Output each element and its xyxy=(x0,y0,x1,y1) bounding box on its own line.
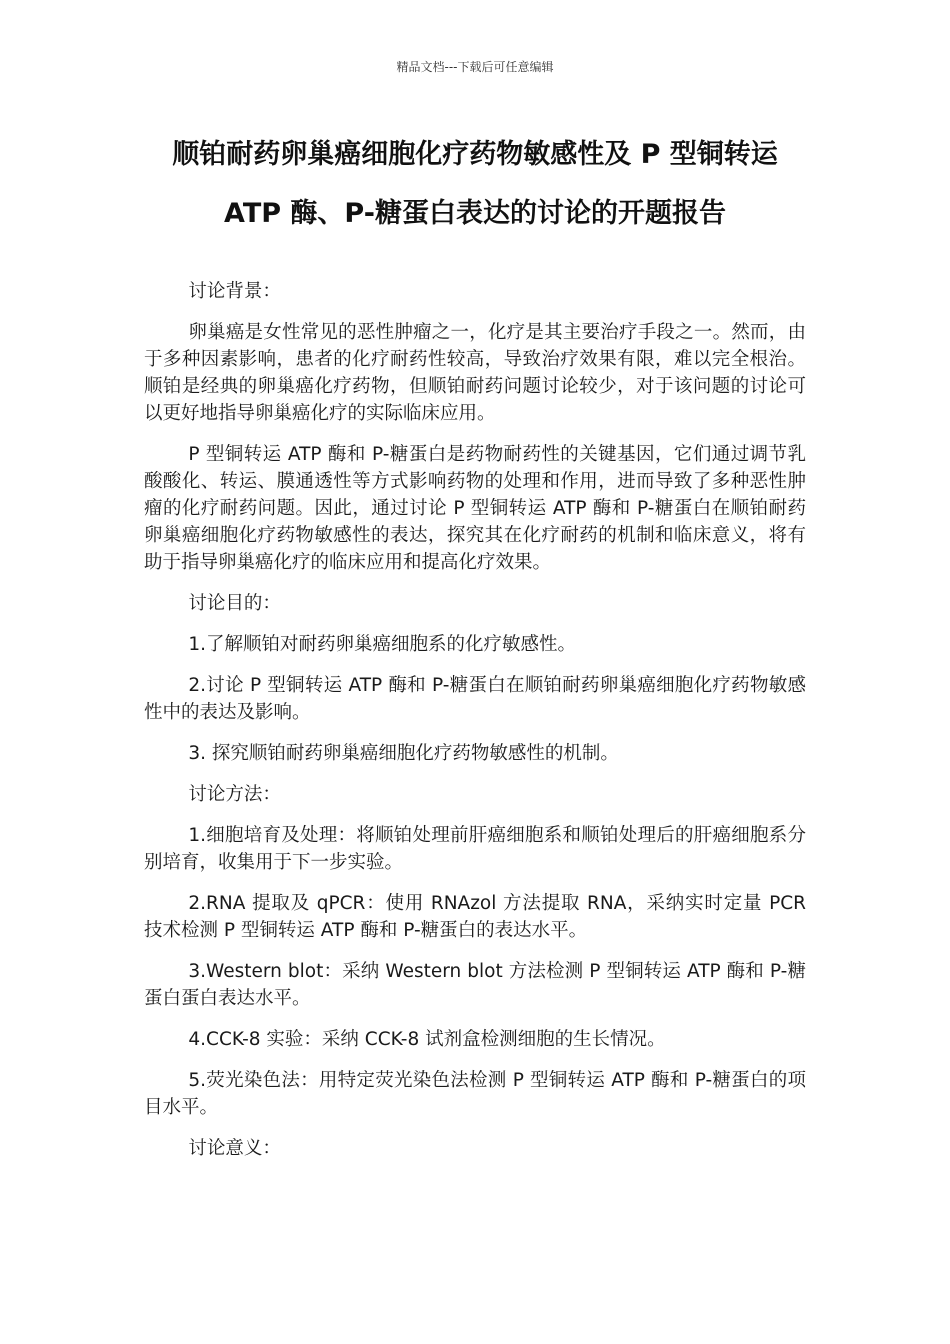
method-item-3: 3.Western blot：采纳 Western blot 方法检测 P 型铜转运 ATP 酶和 P-糖蛋白蛋白表达水平。 xyxy=(144,961,806,1009)
purpose-heading: 讨论目的： xyxy=(188,593,281,614)
purpose-item-3: 3. 探究顺铂耐药卵巢癌细胞化疗药物敏感性的机制。 xyxy=(188,743,619,764)
method-item-2: 2.RNA 提取及 qPCR：使用 RNAzol 方法提取 RNA，采纳实时定量 PCR 技术检测 P 型铜转运 ATP 酶和 P-糖蛋白的表达水平。 xyxy=(144,893,806,941)
significance-heading: 讨论意义： xyxy=(188,1138,281,1159)
background-paragraph-2: P 型铜转运 ATP 酶和 P-糖蛋白是药物耐药性的关键基因，它们通过调节乳酸酸化、转运、膜通透性等方式影响药物的处理和作用，进而导致了多种恶性肿瘤的化疗耐药问题。因此，通过讨论 P 型铜转运 ATP 酶和 P-糖蛋白在顺铂耐药卵巢癌细胞化疗药物敏感性的表达，探究其在化疗耐药的机制和临床意义，将有助于指导卵巢癌化疗的临床应用和提高化疗效果。 xyxy=(144,444,806,573)
page-header-note: 精品文档---下载后可任意编辑 xyxy=(396,60,554,74)
purpose-item-1: 1.了解顺铂对耐药卵巢癌细胞系的化疗敏感性。 xyxy=(188,634,577,655)
document-title-line-2: ATP 酶、P-糖蛋白表达的讨论的开题报告 xyxy=(224,198,726,229)
purpose-item-2: 2.讨论 P 型铜转运 ATP 酶和 P-糖蛋白在顺铂耐药卵巢癌细胞化疗药物敏感性中的表达及影响。 xyxy=(144,675,806,723)
document-body xyxy=(144,278,806,1176)
method-item-5: 5.荧光染色法：用特定荧光染色法检测 P 型铜转运 ATP 酶和 P-糖蛋白的项目水平。 xyxy=(144,1070,806,1118)
method-item-4: 4.CCK-8 实验：采纳 CCK-8 试剂盒检测细胞的生长情况。 xyxy=(188,1029,666,1050)
background-paragraph-1: 卵巢癌是女性常见的恶性肿瘤之一，化疗是其主要治疗手段之一。然而，由于多种因素影响，患者的化疗耐药性较高，导致治疗效果有限，难以完全根治。顺铂是经典的卵巢癌化疗药物，但顺铂耐药问题讨论较少，对于该问题的讨论可以更好地指导卵巢癌化疗的实际临床应用。 xyxy=(144,322,806,424)
background-heading: 讨论背景： xyxy=(188,281,281,302)
document-title-line-1: 顺铂耐药卵巢癌细胞化疗药物敏感性及 P 型铜转运 xyxy=(172,139,778,170)
method-item-1: 1.细胞培育及处理：将顺铂处理前肝癌细胞系和顺铂处理后的肝癌细胞系分别培育，收集用于下一步实验。 xyxy=(144,825,806,873)
methods-heading: 讨论方法： xyxy=(188,784,281,805)
